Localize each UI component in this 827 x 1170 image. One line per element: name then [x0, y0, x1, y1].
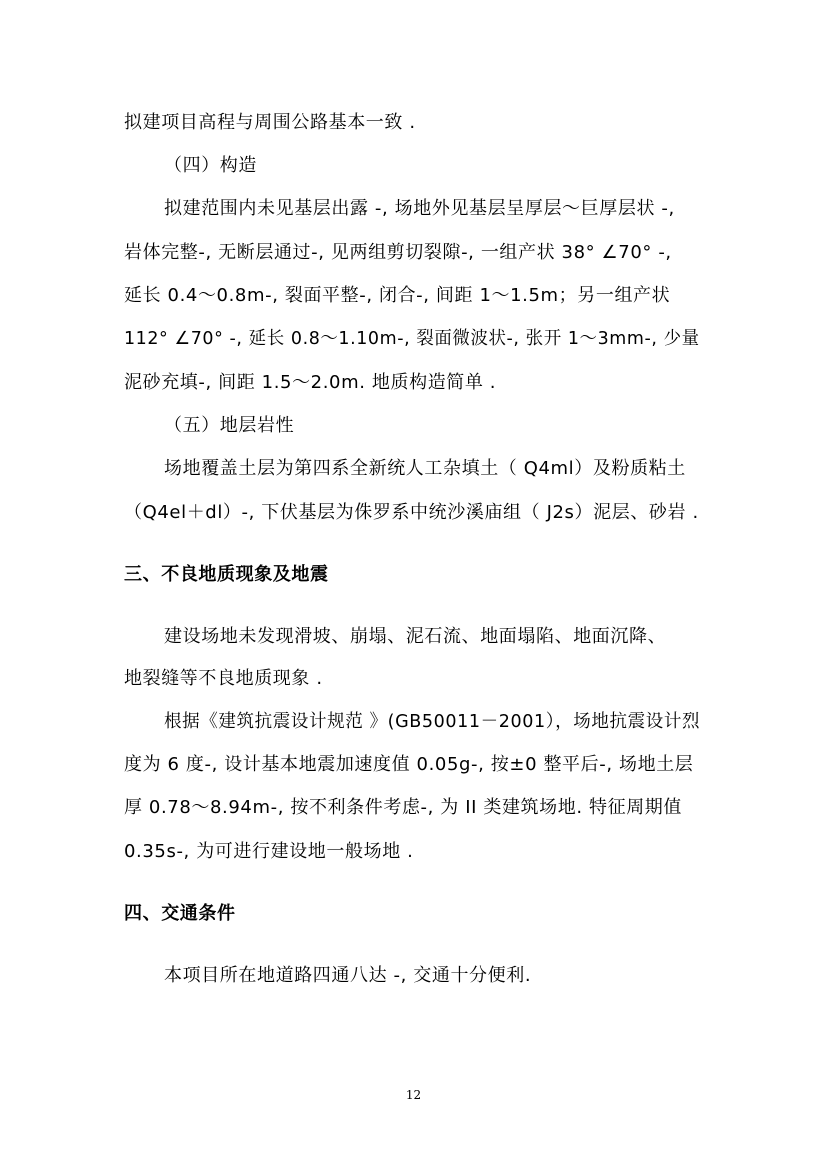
paragraph-line: 拟建项目高程与周围公路基本一致 . [124, 112, 416, 133]
paragraph-line: 延长 0.4～0.8m-, 裂面平整-, 闭合-, 间距 1～1.5m；另一组产状 [124, 285, 671, 306]
paragraph-line: 泥砂充填-, 间距 1.5～2.0m. 地质构造简单 . [124, 372, 497, 393]
paragraph-line: 0.35s-, 为可进行建设地一般场地 . [124, 841, 414, 862]
paragraph-line: 地裂缝等不良地质现象 . [124, 668, 323, 689]
paragraph-line: 根据《建筑抗震设计规范 》(GB50011－2001），场地抗震设计烈 [164, 711, 701, 732]
paragraph-line: 场地覆盖土层为第四系全新统人工杂填土（ Q4ml）及粉质粘土 [164, 458, 686, 479]
section-heading: 四、交通条件 [124, 903, 236, 924]
subsection-heading: （五）地层岩性 [164, 415, 295, 436]
paragraph-line: 度为 6 度-, 设计基本地震加速度值 0.05g-, 按±0 整平后-, 场地土层 [124, 754, 694, 775]
paragraph-line: 建设场地未发现滑坡、崩塌、泥石流、地面塌陷、地面沉降、 [164, 626, 667, 647]
paragraph-line: 本项目所在地道路四通八达 -, 交通十分便利. [164, 965, 532, 986]
section-heading: 三、不良地质现象及地震 [124, 564, 329, 585]
paragraph-line: 112° ∠70° -, 延长 0.8～1.10m-, 裂面微波状-, 张开 1～3mm-, 少量 [124, 328, 700, 349]
paragraph-line: 厚 0.78～8.94m-, 按不利条件考虑-, 为 II 类建筑场地. 特征周期值 [124, 797, 682, 818]
paragraph-line: 拟建范围内未见基层出露 -, 场地外见基层呈厚层～巨厚层状 -, [164, 198, 675, 219]
page-number: 12 [405, 1088, 422, 1102]
paragraph-line: 岩体完整-, 无断层通过-, 见两组剪切裂隙-, 一组产状 38° ∠70° -, [124, 242, 672, 263]
subsection-heading: （四）构造 [164, 155, 257, 176]
paragraph-line: （Q4el＋dl）-, 下伏基层为侏罗系中统沙溪庙组（ J2s）泥层、砂岩 . [124, 502, 699, 523]
